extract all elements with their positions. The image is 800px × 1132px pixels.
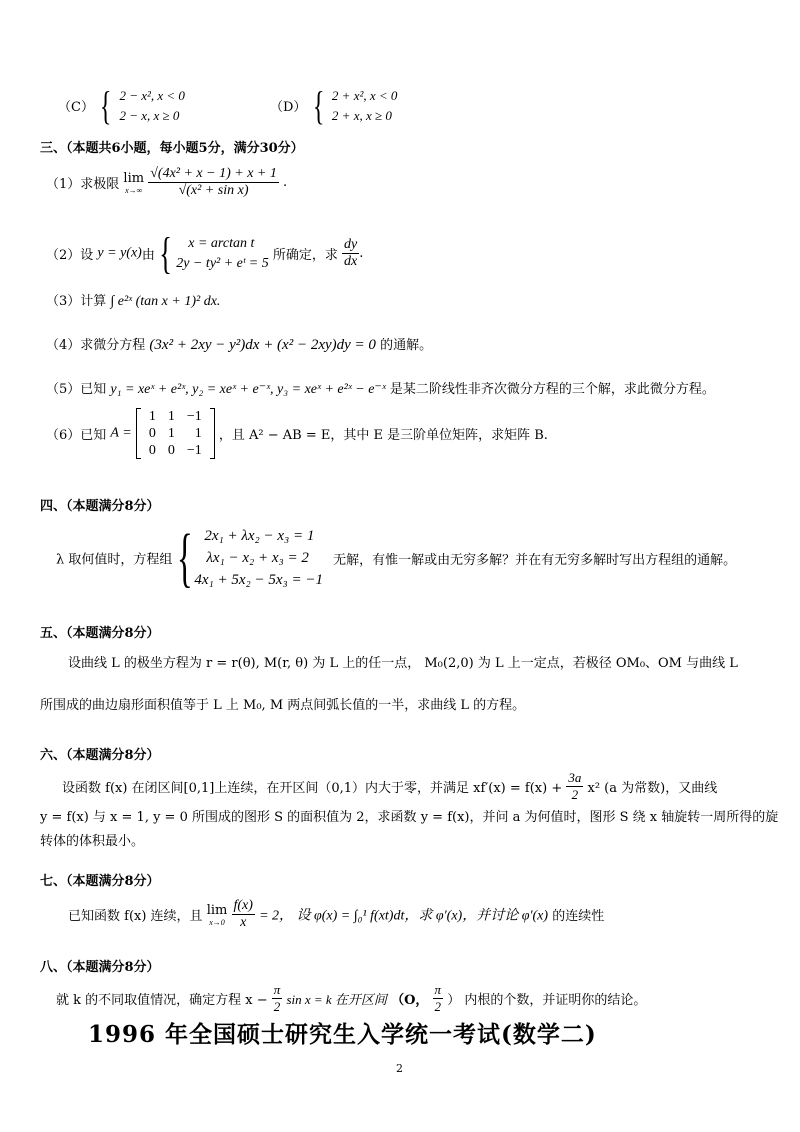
problem-3-6: （6）已知 A = 1 1 −1 0 1 1 0 0 −1 ，且 A² − AB = E，其中 E 是三阶单位矩阵，求矩阵 B. bbox=[46, 409, 548, 458]
problem-3-4: （4）求微分方程 (3x² + 2xy − y²)dx + (x² − 2xy)dy = 0 的通解。 bbox=[46, 337, 433, 353]
brace: { bbox=[99, 83, 112, 128]
problem-6-line: 转体的体积最小。 bbox=[40, 834, 145, 849]
problem-7: 已知函数 f(x) 连续，且 lim x→0 $\frac{f(x)}{x}$ = 2， 设 φ(x) = ∫₀¹ f(xt)dt，求 φ′(x)，并讨论 φ′(x) 的连续性 bbox=[68, 898, 605, 930]
matrix-cell: 0 bbox=[167, 443, 175, 458]
derivative-fraction: $\frac{dy}{dx}$ bbox=[343, 237, 358, 269]
option-d: （D） { 2 + x², x < 0 2 + x, x ≥ 0 bbox=[270, 83, 398, 128]
problem-3-3: （3）计算 ∫ e²ˣ (tan x + 1)² dx. bbox=[46, 294, 221, 309]
case-line: 2 − x², x < 0 bbox=[119, 87, 185, 103]
equation-line: x = arctan t bbox=[188, 235, 255, 251]
matrix-cell: 0 bbox=[148, 443, 156, 458]
section-header: 四、（本题满分8分） bbox=[40, 499, 160, 514]
limit-fraction: $\frac{f(x)}{x}$ bbox=[233, 898, 253, 930]
matrix-cell: −1 bbox=[186, 409, 202, 424]
problem-6-line: y = f(x) 与 x = 1, y = 0 所围成的图形 S 的面积值为 2，求函数 y = f(x)，并问 a 为何值时，图形 S 绕 x 轴旋转一周所得的旋 bbox=[40, 810, 779, 825]
section-header: 六、（本题满分8分） bbox=[40, 748, 160, 763]
case-line: 2 − x, x ≥ 0 bbox=[119, 107, 180, 123]
page-number: 2 bbox=[396, 1062, 403, 1075]
problem-5-line: 设曲线 L 的极坐方程为 r = r(θ), M(r, θ) 为 L 上的任一点， M₀(2,0) 为 L 上一定点，若极径 OM₀、OM 与曲线 L bbox=[68, 656, 738, 671]
matrix-cell: −1 bbox=[186, 443, 202, 458]
problem-3-1: （1）求极限 lim x→∞ $\frac{\text{√(4x² + x − 1) + x + 1}}{\text{√(x² + sin x)}}$ . bbox=[46, 166, 288, 198]
section-header: 八、（本题满分8分） bbox=[40, 960, 160, 975]
case-line: 2 + x, x ≥ 0 bbox=[331, 107, 392, 123]
problem-3-2: （2）设 y = y(x)由 { x = arctan t 2y − ty² + eᵗ = 5 所确定，求 $\frac{dy}{dx}$ . bbox=[46, 229, 364, 278]
matrix-a bbox=[136, 408, 215, 459]
equation-line: 2x₁ + λx₂ − x₃ = 1 bbox=[204, 528, 315, 544]
section-header: 七、（本题满分8分） bbox=[40, 874, 160, 889]
matrix-cell: 1 bbox=[194, 426, 202, 441]
case-line: 2 + x², x < 0 bbox=[331, 87, 398, 103]
brace: { bbox=[312, 83, 324, 128]
matrix-cell: 1 bbox=[167, 409, 175, 424]
option-c: （C） { 2 − x², x < 0 2 − x, x ≥ 0 bbox=[58, 83, 185, 128]
matrix-cell: 1 bbox=[148, 409, 156, 424]
limit-fraction: $\frac{\text{√(4x² + x − 1) + x + 1}}{\text{√(x² + sin x)}}$ bbox=[150, 166, 277, 198]
problem-4: λ 取何值时，方程组 { 2x₁ + λx₂ − x₃ = 1 λx₁ − x₂ + x₃ = 2 4x₁ + 5x₂ − 5x₃ = −1 无解，有惟一解或由无穷多解？并在有无穷多解时写出方程组的通解。 bbox=[56, 521, 737, 594]
matrix-cell: 0 bbox=[148, 426, 156, 441]
problem-8: 就 k 的不同取值情况，确定方程 x − $\frac{\pi}{2}$ sin x = k 在开区间 （O， $\frac{\pi}{2}$ ） 内根的个数，并证明你的结论。 bbox=[56, 982, 647, 1014]
brace: { bbox=[159, 229, 172, 278]
matrix-row bbox=[143, 442, 208, 459]
matrix-cell: 1 bbox=[167, 426, 175, 441]
matrix-row bbox=[143, 408, 208, 425]
equation-line: 2y − ty² + eᵗ = 5 bbox=[176, 255, 269, 271]
problem-5-line: 所围成的曲边扇形面积值等于 L 上 M₀, M 两点间弧长值的一半，求曲线 L 的方程。 bbox=[40, 698, 526, 713]
section-header: 五、（本题满分8分） bbox=[40, 626, 160, 641]
brace: { bbox=[176, 521, 193, 594]
problem-6-line: 设函数 f(x) 在闭区间[0,1]上连续，在开区间（0,1）内大于零，并满足 xf′(x) = f(x) + $\frac{3a}{2}$ x² (a 为常数)，又曲线 bbox=[62, 770, 718, 802]
matrix-row bbox=[143, 425, 208, 442]
equation-line: 4x₁ + 5x₂ − 5x₃ = −1 bbox=[194, 572, 323, 588]
problem-3-5: （5）已知 y₁ = xeˣ + e²ˣ, y₂ = xeˣ + e⁻ˣ, y₃ = xeˣ + e²ˣ − e⁻ˣ 是某二阶线性非齐次微分方程的三个解，求此微分方程。 bbox=[46, 382, 715, 397]
section-header: 三、（本题共6小题，每小题5分，满分30分） bbox=[40, 141, 304, 156]
equation-line: λx₁ − x₂ + x₃ = 2 bbox=[206, 550, 309, 566]
exam-title: 1996 年全国硕士研究生入学统一考试(数学二) bbox=[88, 1021, 597, 1048]
